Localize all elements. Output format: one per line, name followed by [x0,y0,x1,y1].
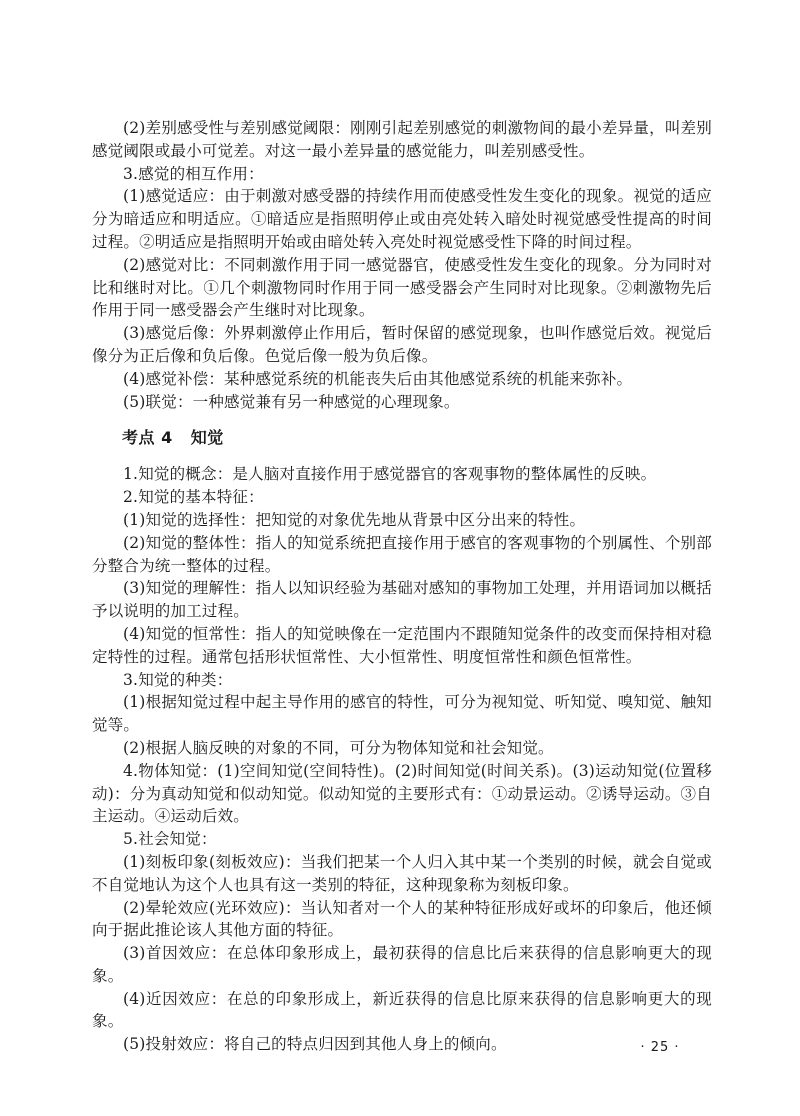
paragraph-recency-effect: (4)近因效应：在总的印象形成上，新近获得的信息比原来获得的信息影响更大的现象。 [92,989,712,1031]
heading-title: 知觉 [190,428,224,448]
paragraph-sensory-contrast: (2)感觉对比：不同刺激作用于同一感觉器官，使感受性发生变化的现象。分为同时对比和继时对比。①几个刺激物同时作用于同一感受器会产生同时对比现象。②刺激物先后作用于同一感受器会产生继时对比现象。 [92,255,712,320]
paragraph-sensory-compensation: (4)感觉补偿：某种感觉系统的机能丧失后由其他感觉系统的机能来弥补。 [123,369,633,388]
paragraph-selectivity: (1)知觉的选择性：把知觉的对象优先地从背景中区分出来的特性。 [123,510,586,529]
paragraph-perception-types-title: 3.知觉的种类： [123,670,233,689]
paragraph-constancy: (4)知觉的恒常性：指人的知觉映像在一定范围内不跟随知觉条件的改变而保持相对稳定特性的过程。通常包括形状恒常性、大小恒常性、明度恒常性和颜色恒常性。 [92,624,712,666]
paragraph-object-perception: 4.物体知觉：(1)空间知觉(空间特性)。(2)时间知觉(时间关系)。(3)运动知觉(位置移动)：分为真动知觉和似动知觉。似动知觉的主要形式有：①动景运动。②诱导运动。③自主运动。④运动后效。 [92,761,712,826]
page-number: · 25 · [640,1040,680,1055]
page-body [92,117,712,1056]
paragraph-synesthesia: (5)联觉：一种感觉兼有另一种感觉的心理现象。 [123,392,460,411]
paragraph-social-perception-title: 5.社会知觉： [123,830,217,849]
paragraph-sensory-adaptation: (1)感觉适应：由于刺激对感受器的持续作用而使感受性发生变化的现象。视觉的适应分为暗适应和明适应。①暗适应是指照明停止或由亮处转入暗处时视觉感受性提高的时间过程。②明适应是指照明开始或由暗处转入亮处时视觉感受性下降的时间过程。 [92,187,712,251]
heading-label: 考点 4 [122,428,173,448]
section-heading-perception [92,427,712,449]
paragraph-wholeness: (2)知觉的整体性：指人的知觉系统把直接作用于感官的客观事物的个别属性、个别部分整合为统一整体的过程。 [92,533,712,575]
paragraph-halo-effect: (2)晕轮效应(光环效应)：当认知者对一个人的某种特征形成好或坏的印象后，他还倾向于据此推论该人其他方面的特征。 [92,898,712,940]
paragraph-primacy-effect: (3)首因效应：在总体印象形成上，最初获得的信息比后来获得的信息影响更大的现象。 [92,944,712,985]
paragraph-understanding: (3)知觉的理解性：指人以知识经验为基础对感知的事物加工处理，并用语词加以概括予以说明的加工过程。 [92,579,712,621]
paragraph-perception-concept: 1.知觉的概念：是人脑对直接作用于感觉器官的客观事物的整体属性的反映。 [123,465,657,484]
paragraph-types-by-object: (2)根据人脑反映的对象的不同，可分为物体知觉和社会知觉。 [123,738,554,757]
paragraph-stereotype: (1)刻板印象(刻板效应)：当我们把某一个人归入其中某一个类别的时候，就会自觉或不自觉地认为这个人也具有这一类别的特征，这种现象称为刻板印象。 [92,852,712,894]
paragraph-sensation-interaction-title: 3.感觉的相互作用： [123,164,264,183]
paragraph-differential-threshold: (2)差别感受性与差别感觉阈限：刚刚引起差别感觉的刺激物间的最小差异量，叫差别感觉阈限或最小可觉差。对这一最小差异量的感觉能力，叫差别感受性。 [92,119,712,160]
paragraph-types-by-sense: (1)根据知觉过程中起主导作用的感官的特性，可分为视知觉、听知觉、嗅知觉、触知觉等。 [92,693,712,735]
paragraph-perception-features-title: 2.知觉的基本特征： [123,488,264,507]
paragraph-projection-effect: (5)投射效应：将自己的特点归因到其他人身上的倾向。 [123,1035,507,1054]
paragraph-afterimage: (3)感觉后像：外界刺激停止作用后，暂时保留的感觉现象，也叫作感觉后效。视觉后像分为正后像和负后像。色觉后像一般为负后像。 [92,324,712,365]
